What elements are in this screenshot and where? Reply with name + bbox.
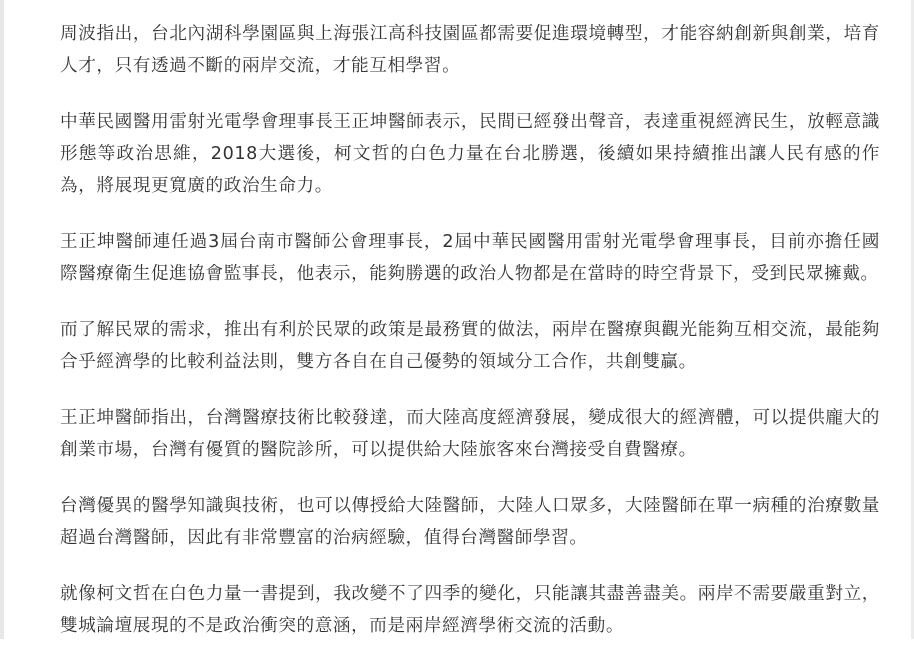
- paragraph-6: 台灣優異的醫學知識與技術，也可以傳授給大陸醫師，大陸人口眾多，大陸醫師在單一病種的治療數量超過台灣醫師，因此有非常豐富的治病經驗，值得台灣醫師學習。: [60, 496, 880, 548]
- paragraph-5: 王正坤醫師指出，台灣醫療技術比較發達，而大陸高度經濟發展，變成很大的經濟體，可以提供龐大的創業市場，台灣有優質的醫院診所，可以提供給大陸旅客來台灣接受自費醫療。: [60, 408, 880, 460]
- paragraph-4: 而了解民眾的需求，推出有利於民眾的政策是最務實的做法，兩岸在醫療與觀光能夠互相交流，最能夠合乎經濟學的比較利益法則，雙方各自在自己優勢的領域分工合作，共創雙贏。: [60, 320, 880, 372]
- paragraph-1: 周波指出，台北內湖科學園區與上海張江高科技園區都需要促進環境轉型，才能容納創新與創業，培育人才，只有透過不斷的兩岸交流，才能互相學習。: [60, 24, 880, 76]
- paragraph-7: 就像柯文哲在白色力量一書提到，我改變不了四季的變化，只能讓其盡善盡美。兩岸不需要嚴重對立，雙城論壇展現的不是政治衝突的意涵，而是兩岸經濟學術交流的活動。: [60, 584, 880, 636]
- paragraph-2: 中華民國醫用雷射光電學會理事長王正坤醫師表示，民間已經發出聲音，表達重視經濟民生，放輕意識形態等政治思維，2018大選後，柯文哲的白色力量在台北勝選，後續如果持續推出讓人民有感的作為，將展現更寬廣的政治生命力。: [60, 112, 880, 196]
- article-body: [60, 18, 880, 666]
- left-border: [0, 0, 4, 639]
- paragraph-3: 王正坤醫師連任過3屆台南市醫師公會理事長，2屆中華民國醫用雷射光電學會理事長，目前亦擔任國際醫療衛生促進協會監事長，他表示，能夠勝選的政治人物都是在當時的時空背景下，受到民眾擁戴。: [60, 232, 880, 284]
